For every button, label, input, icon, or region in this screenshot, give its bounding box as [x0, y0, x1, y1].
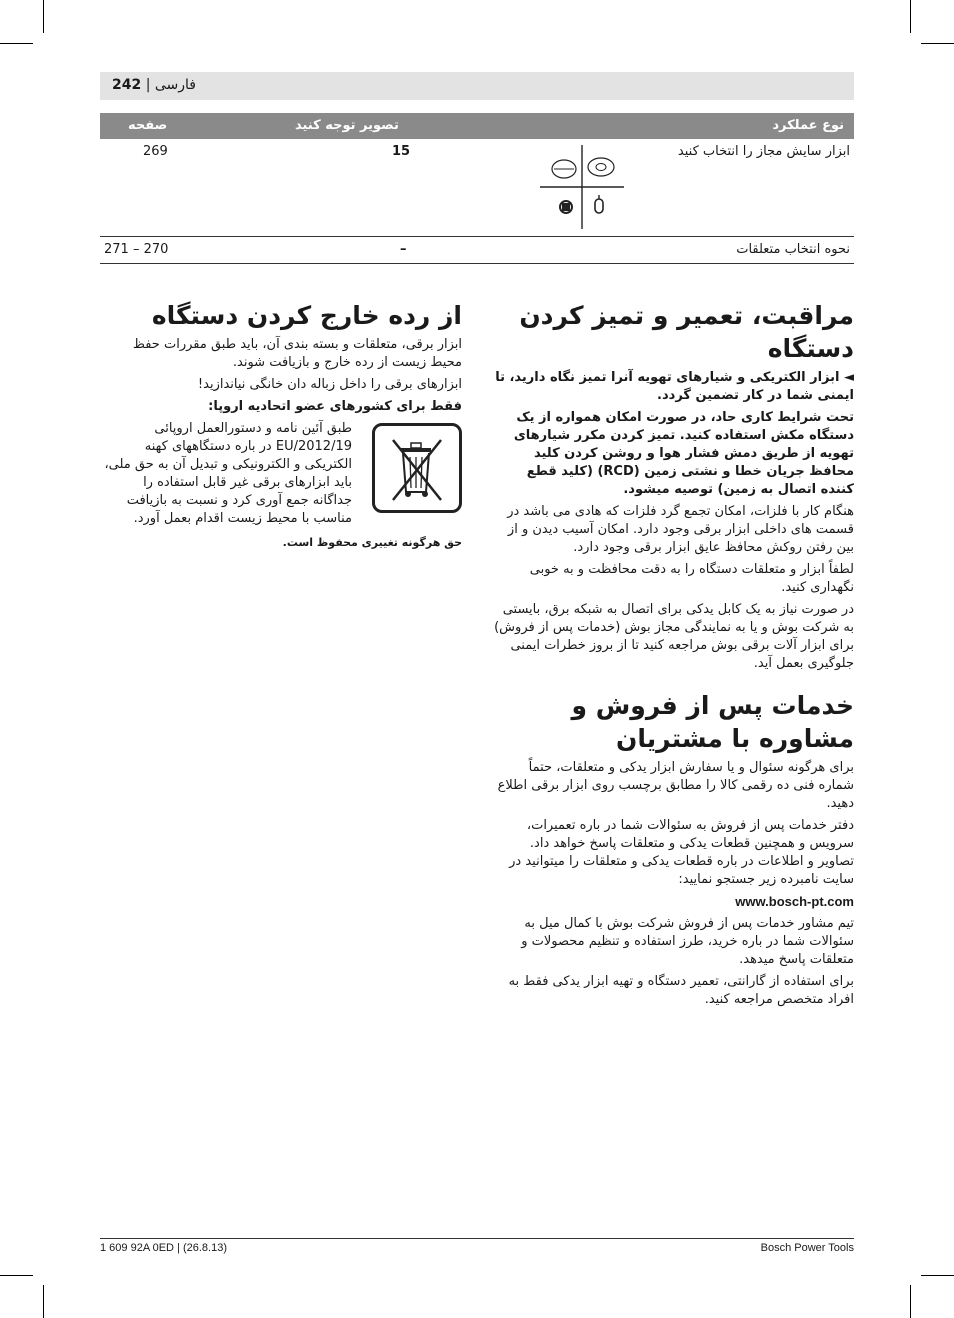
service-paragraph: برای استفاده از گارانتی، تعمیر دستگاه و تهیه ابزار یدکی فقط به افراد متخصص مراجعه کنید.	[508, 974, 854, 1007]
row1-figure: 15	[392, 144, 411, 159]
header-separator: |	[145, 77, 151, 93]
maintenance-bold-note: تحت شرایط کاری حاد، در صورت امکان همواره از یک دستگاه مکش استفاده کنید. تمیز کردن مکرر شیارهای تهویه از طریق دمش فشار هوا و روشن کردن کلید محافظ جریان خطا و نشتی زمین (RCD) (کلید قطع کننده اتصال به زمین) توصیه میشود.	[513, 410, 854, 497]
maintenance-paragraph: در صورت نیاز به یک کابل یدکی برای اتصال به شبکه برق، بایستی به شرکت بوش و یا به نمایندگی مجاز بوش (خدمات پس از فروش) برای ابزار آلات برقی بوش مراجعه کنید تا از بروز خطرات ایمنی جلوگیری بعمل آید.	[494, 602, 854, 671]
th-type: نوع عملکرد	[772, 118, 844, 133]
crop-mark	[0, 43, 33, 44]
crop-mark	[910, 1285, 911, 1318]
row2-page: 271 – 270	[104, 242, 169, 257]
rights-reserved-note: حق هرگونه تغییری محفوظ است.	[282, 536, 462, 549]
disposal-heading: از رده خارج کردن دستگاه	[151, 301, 462, 330]
crop-mark	[910, 0, 911, 33]
grinding-accessories-icon	[540, 145, 624, 229]
service-heading: خدمات پس از فروش و مشاوره با مشتریان	[571, 691, 854, 753]
crossed-out-bin-icon	[372, 423, 462, 513]
disposal-paragraph: ابزار برقی، متعلقات و بسته بندی آن، باید طبق مقررات حفظ محیط زیست از رده خارج و بازیافت شوند.	[132, 337, 462, 370]
maintenance-heading: مراقبت، تعمیر و تمیز کردن دستگاه	[519, 301, 854, 363]
row1-page: 269	[143, 144, 168, 159]
right-column	[492, 299, 854, 1013]
crop-mark	[43, 1285, 44, 1318]
disposal-directive-paragraph: طبق آئین نامه و دستورالعمل اروپائی 2012/19/EU در باره دستگاههای کهنه الکتریکی و الکترونیکی و تبدیل آن به حق ملی، باید ابزارهای برقی غیر قابل استفاده را جداگانه جمع آوری کرد و نسبت به بازیافت مناسب با محیط زیست اقدام بعمل آورد.	[104, 421, 352, 526]
th-figure: تصویر توجه کنید	[295, 118, 399, 133]
row2-type: نحوه انتخاب متعلقات	[736, 242, 850, 257]
row1-type: ابزار سایش مجاز را انتخاب کنید	[677, 144, 850, 159]
service-paragraph: برای هرگونه سئوال و یا سفارش ابزار یدکی و متعلقات، حتماً شماره فنی ده رقمی کالا را مطابق برچسب روی ابزار برقی اطلاع دهید.	[497, 760, 854, 811]
disposal-paragraph: ابزارهای برقی را داخل زباله دان خانگی نیاندازید!	[197, 377, 462, 392]
footer-doc-number: 1 609 92A 0ED | (26.8.13)	[100, 1242, 227, 1254]
bosch-website-link[interactable]: www.bosch-pt.com	[735, 894, 854, 909]
th-page: صفحه	[128, 118, 168, 133]
eu-only-note: فقط برای کشورهای عضو اتحادیه اروپا:	[208, 399, 462, 414]
footer-rule	[100, 1238, 854, 1239]
crop-mark	[921, 43, 954, 44]
page-header	[100, 72, 854, 100]
footer-brand: Bosch Power Tools	[760, 1242, 854, 1254]
maintenance-paragraph: لطفاً ابزار و متعلقات دستگاه را به دقت محافظت و به خوبی نگهداری کنید.	[529, 562, 854, 595]
crop-mark	[921, 1275, 954, 1276]
row2-figure: –	[400, 242, 407, 257]
crop-mark	[0, 1275, 33, 1276]
maintenance-paragraph: هنگام کار با فلزات، امکان تجمع گرد فلزات که هادی می باشد در قسمت های داخلی ابزار برقی وجود دارد. امکان آسیب دیدن و از بین رفتن روکش محافظ عایق ابزار برقی وجود دارد.	[507, 504, 854, 555]
row-divider	[100, 236, 854, 237]
service-paragraph: دفتر خدمات پس از فروش به سئوالات شما در باره تعمیرات، سرویس و همچنین قطعات یدکی و متعلقات پاسخ خواهد داد. تصاویر و اطلاعات در باره قطعات یدکی و متعلقات را میتوانید در سایت نامبرده زیر جستجو نمایید:	[509, 818, 854, 887]
header-text	[112, 77, 196, 93]
crop-mark	[43, 0, 44, 33]
maintenance-warning: ◄ ابزار الکتریکی و شیارهای تهویه آنرا تمیز نگاه دارید، تا ایمنی شما در کار تضمین گردد.	[495, 370, 854, 403]
table-bottom-border	[100, 263, 854, 264]
page-number: 242	[112, 77, 142, 93]
service-paragraph: تیم مشاور خدمات پس از فروش شرکت بوش با کمال میل به سئوالات شما در باره خرید، طرز استفاده و تنظیم محصولات و متعلقات پاسخ میدهد.	[521, 916, 854, 967]
header-language: فارسی	[154, 77, 196, 93]
table-header	[100, 113, 854, 139]
